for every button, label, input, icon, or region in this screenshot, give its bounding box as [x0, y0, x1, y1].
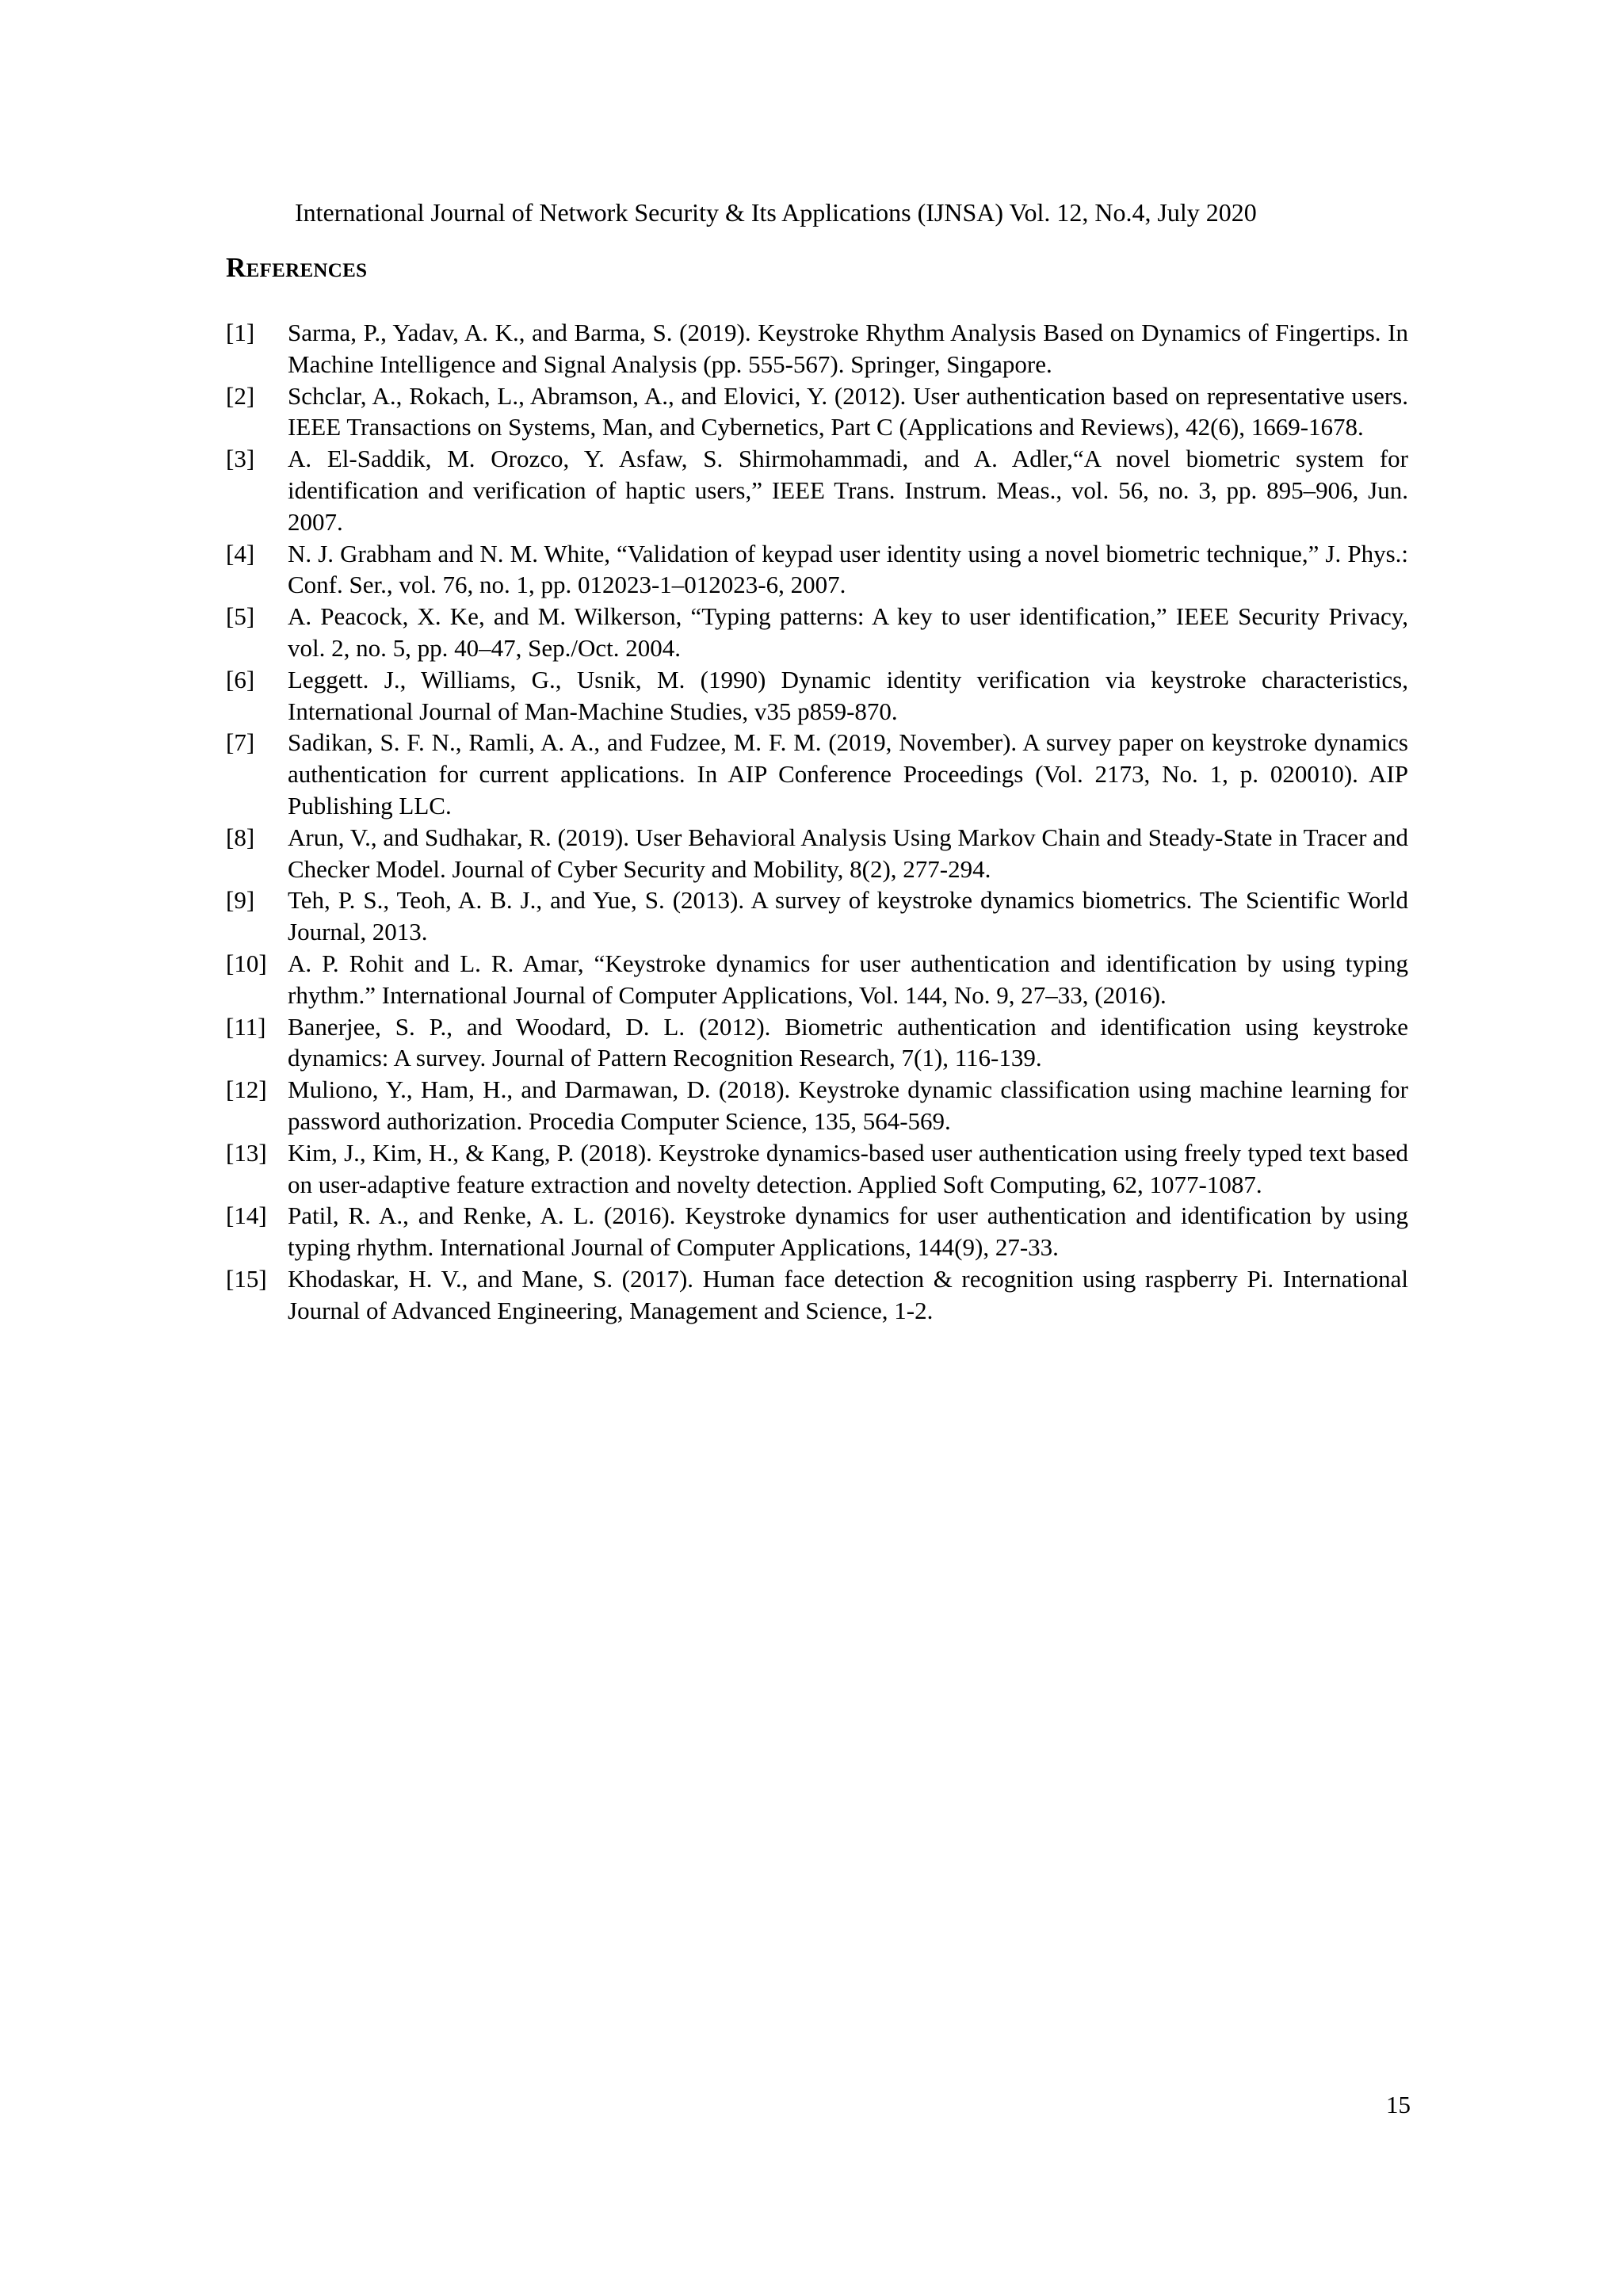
reference-text: Sarma, P., Yadav, A. K., and Barma, S. (2019). Keystroke Rhythm Analysis Based on Dynamics of Fingertips. In Machine Intelligence and Signal Analysis (pp. 555-567). Springer, Singapore.	[288, 319, 1408, 378]
reference-text: A. P. Rohit and L. R. Amar, “Keystroke dynamics for user authentication and identification by using typing rhythm.” International Journal of Computer Applications, Vol. 144, No. 9, 27–33, (2016).	[288, 949, 1408, 1009]
reference-item	[226, 538, 1408, 602]
reference-number: [14]	[226, 1201, 267, 1230]
reference-item	[226, 1200, 1408, 1263]
reference-text: Muliono, Y., Ham, H., and Darmawan, D. (2018). Keystroke dynamic classification using machine learning for password authorization. Procedia Computer Science, 135, 564-569.	[288, 1075, 1408, 1135]
reference-text: Kim, J., Kim, H., & Kang, P. (2018). Keystroke dynamics-based user authentication using freely typed text based on user-adaptive feature extraction and novelty detection. Applied Soft Computing, 62, 1077-1087.	[288, 1138, 1408, 1198]
reference-item	[226, 1074, 1408, 1137]
reference-item	[226, 1137, 1408, 1201]
reference-number: [2]	[226, 381, 255, 410]
reference-list	[226, 317, 1408, 1327]
reference-text: Arun, V., and Sudhakar, R. (2019). User Behavioral Analysis Using Markov Chain and Steady-State in Tracer and Checker Model. Journal of Cyber Security and Mobility, 8(2), 277-294.	[288, 823, 1408, 883]
reference-item	[226, 380, 1408, 444]
reference-item	[226, 443, 1408, 537]
reference-number: [6]	[226, 665, 255, 693]
reference-text: Banerjee, S. P., and Woodard, D. L. (2012). Biometric authentication and identification using keystroke dynamics: A survey. Journal of Pattern Recognition Research, 7(1), 116-139.	[288, 1012, 1408, 1072]
reference-text: Schclar, A., Rokach, L., Abramson, A., and Elovici, Y. (2012). User authentication based on representative users. IEEE Transactions on Systems, Man, and Cybernetics, Part C (Applications and Reviews), 42(6), 1669-1678.	[288, 381, 1408, 441]
reference-item	[226, 601, 1408, 664]
reference-number: [10]	[226, 949, 267, 977]
reference-number: [5]	[226, 602, 255, 631]
reference-text: A. El-Saddik, M. Orozco, Y. Asfaw, S. Shirmohammadi, and A. Adler,“A novel biometric system for identification and verification of haptic users,” IEEE Trans. Instrum. Meas., vol. 56, no. 3, pp. 895–906, Jun. 2007.	[288, 445, 1408, 536]
reference-item	[226, 664, 1408, 728]
reference-item	[226, 822, 1408, 885]
reference-number: [4]	[226, 539, 255, 567]
reference-text: Patil, R. A., and Renke, A. L. (2016). Keystroke dynamics for user authentication and identification by using typing rhythm. International Journal of Computer Applications, 144(9), 27-33.	[288, 1201, 1408, 1262]
reference-text: Sadikan, S. F. N., Ramli, A. A., and Fudzee, M. F. M. (2019, November). A survey paper on keystroke dynamics authentication for current applications. In AIP Conference Proceedings (Vol. 2173, No. 1, p. 020010). AIP Publishing LLC.	[288, 728, 1408, 819]
reference-text: Khodaskar, H. V., and Mane, S. (2017). Human face detection & recognition using raspberry Pi. International Journal of Advanced Engineering, Management and Science, 1-2.	[288, 1264, 1408, 1324]
reference-number: [12]	[226, 1075, 267, 1104]
reference-item	[226, 884, 1408, 948]
section-heading-references: References	[226, 252, 368, 283]
reference-text: Leggett. J., Williams, G., Usnik, M. (1990) Dynamic identity verification via keystroke characteristics, International Journal of Man-Machine Studies, v35 p859-870.	[288, 665, 1408, 725]
reference-number: [7]	[226, 728, 255, 757]
reference-text: N. J. Grabham and N. M. White, “Validation of keypad user identity using a novel biometric technique,” J. Phys.: Conf. Ser., vol. 76, no. 1, pp. 012023-1–012023-6, 2007.	[288, 539, 1408, 599]
reference-number: [3]	[226, 445, 255, 473]
reference-item	[226, 1263, 1408, 1327]
reference-number: [13]	[226, 1138, 267, 1167]
reference-number: [1]	[226, 319, 255, 346]
reference-item	[226, 727, 1408, 821]
reference-number: [11]	[226, 1012, 266, 1041]
reference-item	[226, 317, 1408, 380]
reference-number: [8]	[226, 823, 255, 851]
reference-text: A. Peacock, X. Ke, and M. Wilkerson, “Typing patterns: A key to user identification,” IEEE Security Privacy, vol. 2, no. 5, pp. 40–47, Sep./Oct. 2004.	[288, 602, 1408, 662]
running-header: International Journal of Network Security & Its Applications (IJNSA) Vol. 12, No.4, July 2020	[295, 198, 1257, 227]
reference-number: [9]	[226, 886, 255, 915]
page-number: 15	[1386, 2091, 1411, 2118]
reference-text: Teh, P. S., Teoh, A. B. J., and Yue, S. (2013). A survey of keystroke dynamics biometrics. The Scientific World Journal, 2013.	[288, 886, 1408, 946]
reference-item	[226, 948, 1408, 1011]
reference-number: [15]	[226, 1264, 267, 1293]
reference-item	[226, 1011, 1408, 1075]
